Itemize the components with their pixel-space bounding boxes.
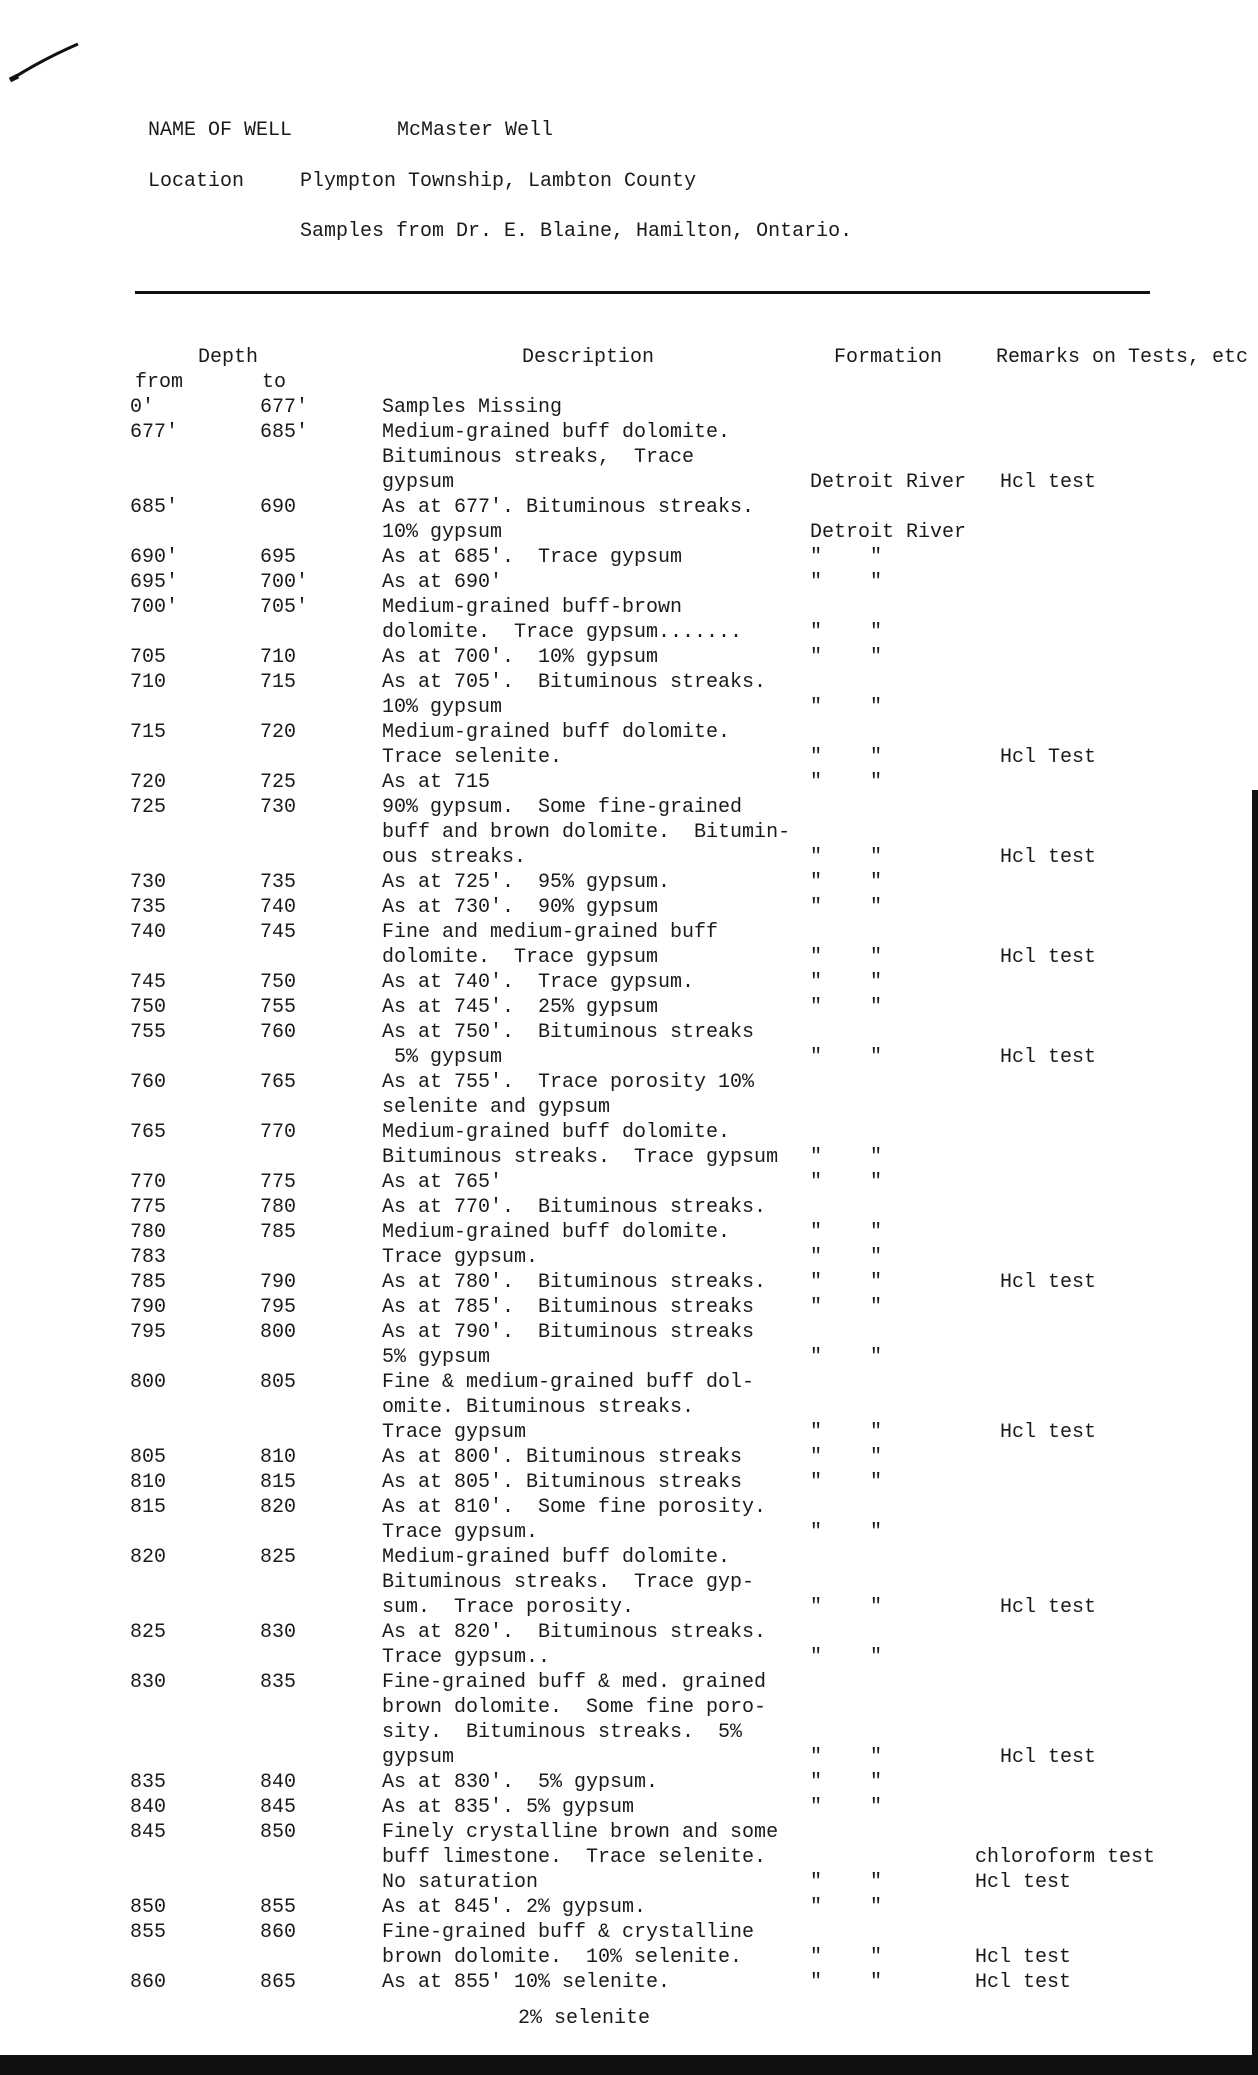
row-desc: omite. Bituminous streaks. [382, 1396, 695, 1419]
row-from: 760 [130, 1071, 167, 1094]
row-to: 695 [260, 546, 297, 569]
row-from: 840 [130, 1796, 167, 1819]
row-from: 705 [130, 646, 167, 669]
row-remark: Hcl test [1000, 1046, 1097, 1069]
row-remark: Hcl test [1000, 946, 1097, 969]
row-to: 865 [260, 1971, 297, 1994]
row-remark: Hcl test [1000, 1421, 1097, 1444]
row-desc: ous streaks. [382, 846, 527, 869]
row-to: 790 [260, 1271, 297, 1294]
row-to: 740 [260, 896, 297, 919]
row-to: 700' [260, 571, 309, 594]
row-desc: 5% gypsum [382, 1046, 503, 1069]
row-form: " " [810, 1346, 883, 1369]
row-from: 815 [130, 1496, 167, 1519]
row-desc: As at 785'. Bituminous streaks [382, 1296, 755, 1319]
row-form: " " [810, 996, 883, 1019]
row-remark: Hcl test [1000, 1746, 1097, 1769]
row-desc: Bituminous streaks, Trace [382, 446, 695, 469]
pen-mark-icon [6, 36, 86, 86]
row-desc: Medium-grained buff dolomite. [382, 421, 731, 444]
row-to: 685' [260, 421, 309, 444]
row-desc: sity. Bituminous streaks. 5% [382, 1721, 743, 1744]
row-form: " " [810, 1446, 883, 1469]
row-desc: Medium-grained buff dolomite. [382, 1546, 731, 1569]
row-to: 677' [260, 396, 309, 419]
row-desc: As at 835'. 5% gypsum [382, 1796, 635, 1819]
row-desc: brown dolomite. Some fine poro- [382, 1696, 767, 1719]
row-desc: selenite and gypsum [382, 1096, 611, 1119]
row-from: 710 [130, 671, 167, 694]
row-from: 855 [130, 1921, 167, 1944]
row-to: 765 [260, 1071, 297, 1094]
row-to: 820 [260, 1496, 297, 1519]
formation-header: Formation [834, 346, 943, 369]
row-form: " " [810, 746, 883, 769]
row-form: " " [810, 1796, 883, 1819]
row-from: 780 [130, 1221, 167, 1244]
location-label: Location [148, 170, 245, 193]
row-form: " " [810, 546, 883, 569]
row-desc: No saturation [382, 1871, 539, 1894]
row-to: 815 [260, 1471, 297, 1494]
row-form: Detroit River [810, 471, 967, 494]
location-value: Plympton Township, Lambton County [300, 170, 697, 193]
row-desc: As at 765' [382, 1171, 503, 1194]
row-desc: As at 805'. Bituminous streaks [382, 1471, 743, 1494]
remarks-header: Remarks on Tests, etc [996, 346, 1249, 369]
row-form: " " [810, 696, 883, 719]
row-desc: As at 770'. Bituminous streaks. [382, 1196, 767, 1219]
row-from: 790 [130, 1296, 167, 1319]
row-form: " " [810, 1946, 883, 1969]
row-to: 780 [260, 1196, 297, 1219]
row-form: " " [810, 1646, 883, 1669]
row-desc: buff limestone. Trace selenite. [382, 1846, 767, 1869]
row-from: 0' [130, 396, 155, 419]
row-from: 783 [130, 1246, 167, 1269]
row-desc: As at 855' 10% selenite. [382, 1971, 671, 1994]
row-to: 845 [260, 1796, 297, 1819]
row-desc: As at 750'. Bituminous streaks [382, 1021, 755, 1044]
row-to: 810 [260, 1446, 297, 1469]
row-to: 730 [260, 796, 297, 819]
row-desc: Trace gypsum. [382, 1246, 539, 1269]
row-desc: Trace gypsum.. [382, 1646, 551, 1669]
row-from: 835 [130, 1771, 167, 1794]
row-from: 725 [130, 796, 167, 819]
row-desc: As at 685'. Trace gypsum [382, 546, 683, 569]
row-to: 690 [260, 496, 297, 519]
row-to: 775 [260, 1171, 297, 1194]
row-from: 810 [130, 1471, 167, 1494]
row-desc: Fine-grained buff & med. grained [382, 1671, 767, 1694]
row-desc: As at 845'. 2% gypsum. [382, 1896, 647, 1919]
row-form: " " [810, 1596, 883, 1619]
row-from: 730 [130, 871, 167, 894]
row-from: 845 [130, 1821, 167, 1844]
row-desc: Fine-grained buff & crystalline [382, 1921, 755, 1944]
scan-edge-right [1252, 790, 1258, 2075]
row-desc: 10% gypsum [382, 521, 503, 544]
row-desc: As at 740'. Trace gypsum. [382, 971, 695, 994]
row-desc: Medium-grained buff dolomite. [382, 1221, 731, 1244]
row-from: 785 [130, 1271, 167, 1294]
row-from: 720 [130, 771, 167, 794]
row-form: " " [810, 1221, 883, 1244]
row-form: " " [810, 571, 883, 594]
row-from: 805 [130, 1446, 167, 1469]
row-form: " " [810, 646, 883, 669]
row-to: 825 [260, 1546, 297, 1569]
header-divider [135, 291, 1150, 294]
row-desc: As at 800'. Bituminous streaks [382, 1446, 743, 1469]
row-desc: 90% gypsum. Some fine-grained [382, 796, 743, 819]
row-to: 755 [260, 996, 297, 1019]
to-header: to [262, 371, 287, 394]
row-form: " " [810, 1896, 883, 1919]
row-desc: Finely crystalline brown and some [382, 1821, 779, 1844]
row-desc: brown dolomite. 10% selenite. [382, 1946, 743, 1969]
row-from: 735 [130, 896, 167, 919]
row-from: 740 [130, 921, 167, 944]
row-desc: Samples Missing [382, 396, 563, 419]
row-form: " " [810, 621, 883, 644]
depth-header: Depth [198, 346, 259, 369]
row-desc: Bituminous streaks. Trace gypsum [382, 1146, 779, 1169]
row-to: 855 [260, 1896, 297, 1919]
row-to: 735 [260, 871, 297, 894]
row-from: 750 [130, 996, 167, 1019]
row-remark: Hcl test [1000, 846, 1097, 869]
row-desc: As at 705'. Bituminous streaks. [382, 671, 767, 694]
row-desc: dolomite. Trace gypsum....... [382, 621, 743, 644]
row-to: 805 [260, 1371, 297, 1394]
row-form: " " [810, 946, 883, 969]
row-desc: Trace selenite. [382, 746, 563, 769]
row-desc: 5% gypsum [382, 1346, 491, 1369]
row-desc: As at 810'. Some fine porosity. [382, 1496, 767, 1519]
row-from: 795 [130, 1321, 167, 1344]
row-desc: As at 730'. 90% gypsum [382, 896, 659, 919]
row-desc: Medium-grained buff-brown [382, 596, 683, 619]
row-to: 750 [260, 971, 297, 994]
row-remark: Hcl test [975, 1871, 1072, 1894]
row-form: " " [810, 1146, 883, 1169]
row-form: " " [810, 1421, 883, 1444]
row-form: " " [810, 1746, 883, 1769]
row-form: " " [810, 1046, 883, 1069]
row-desc: Fine and medium-grained buff [382, 921, 719, 944]
row-to: 840 [260, 1771, 297, 1794]
row-form: " " [810, 1971, 883, 1994]
row-desc: gypsum [382, 471, 455, 494]
row-desc: dolomite. Trace gypsum [382, 946, 659, 969]
row-desc: As at 700'. 10% gypsum [382, 646, 659, 669]
row-to: 770 [260, 1121, 297, 1144]
row-to: 800 [260, 1321, 297, 1344]
samples-note: Samples from Dr. E. Blaine, Hamilton, Ontario. [300, 220, 853, 243]
row-remark: Hcl test [1000, 1271, 1097, 1294]
row-to: 830 [260, 1621, 297, 1644]
row-form: " " [810, 1271, 883, 1294]
row-from: 825 [130, 1621, 167, 1644]
row-desc: buff and brown dolomite. Bitumin- [382, 821, 791, 844]
row-remark: Hcl test [1000, 471, 1097, 494]
row-desc: 10% gypsum [382, 696, 503, 719]
row-remark: Hcl Test [1000, 746, 1097, 769]
row-form: " " [810, 846, 883, 869]
row-to: 720 [260, 721, 297, 744]
row-to: 745 [260, 921, 297, 944]
row-form: " " [810, 1471, 883, 1494]
row-form: " " [810, 771, 883, 794]
row-to: 860 [260, 1921, 297, 1944]
row-desc: As at 715 [382, 771, 491, 794]
row-form: " " [810, 1771, 883, 1794]
row-remark: Hcl test [1000, 1596, 1097, 1619]
row-from: 800 [130, 1371, 167, 1394]
name-of-well-label: NAME OF WELL [148, 119, 293, 142]
row-desc: As at 725'. 95% gypsum. [382, 871, 671, 894]
row-from: 850 [130, 1896, 167, 1919]
row-desc: As at 755'. Trace porosity 10% [382, 1071, 755, 1094]
row-from: 765 [130, 1121, 167, 1144]
row-from: 755 [130, 1021, 167, 1044]
row-desc: As at 745'. 25% gypsum [382, 996, 659, 1019]
row-from: 690' [130, 546, 179, 569]
row-from: 820 [130, 1546, 167, 1569]
row-desc: Trace gypsum. [382, 1521, 539, 1544]
row-desc: As at 780'. Bituminous streaks. [382, 1271, 767, 1294]
row-desc: As at 690' [382, 571, 503, 594]
description-header: Description [522, 346, 655, 369]
row-from: 695' [130, 571, 179, 594]
row-form: Detroit River [810, 521, 967, 544]
row-from: 677' [130, 421, 179, 444]
row-desc: Fine & medium-grained buff dol- [382, 1371, 755, 1394]
row-form: " " [810, 1521, 883, 1544]
row-form: " " [810, 1296, 883, 1319]
row-remark: chloroform test [975, 1846, 1156, 1869]
row-desc: Trace gypsum [382, 1421, 527, 1444]
row-form: " " [810, 1171, 883, 1194]
row-form: " " [810, 871, 883, 894]
row-to: 835 [260, 1671, 297, 1694]
row-form: " " [810, 1246, 883, 1269]
footer-note: 2% selenite [518, 2007, 651, 2030]
row-remark: Hcl test [975, 1971, 1072, 1994]
row-from: 860 [130, 1971, 167, 1994]
row-from: 700' [130, 596, 179, 619]
row-to: 710 [260, 646, 297, 669]
row-desc: gypsum [382, 1746, 455, 1769]
scan-edge-bottom [0, 2055, 1258, 2075]
row-from: 715 [130, 721, 167, 744]
row-to: 760 [260, 1021, 297, 1044]
row-desc: Medium-grained buff dolomite. [382, 1121, 731, 1144]
row-form: " " [810, 896, 883, 919]
row-desc: Bituminous streaks. Trace gyp- [382, 1571, 755, 1594]
row-from: 685' [130, 496, 179, 519]
row-desc: Medium-grained buff dolomite. [382, 721, 731, 744]
row-from: 830 [130, 1671, 167, 1694]
row-to: 715 [260, 671, 297, 694]
row-desc: As at 677'. Bituminous streaks. [382, 496, 755, 519]
row-desc: As at 830'. 5% gypsum. [382, 1771, 659, 1794]
row-form: " " [810, 1871, 883, 1894]
row-to: 705' [260, 596, 309, 619]
row-desc: As at 820'. Bituminous streaks. [382, 1621, 767, 1644]
row-from: 775 [130, 1196, 167, 1219]
row-form: " " [810, 971, 883, 994]
row-to: 785 [260, 1221, 297, 1244]
row-to: 725 [260, 771, 297, 794]
row-desc: As at 790'. Bituminous streaks [382, 1321, 755, 1344]
row-from: 745 [130, 971, 167, 994]
from-header: from [135, 371, 184, 394]
row-to: 795 [260, 1296, 297, 1319]
row-desc: sum. Trace porosity. [382, 1596, 635, 1619]
row-from: 770 [130, 1171, 167, 1194]
row-to: 850 [260, 1821, 297, 1844]
row-remark: Hcl test [975, 1946, 1072, 1969]
name-of-well-value: McMaster Well [397, 119, 554, 142]
